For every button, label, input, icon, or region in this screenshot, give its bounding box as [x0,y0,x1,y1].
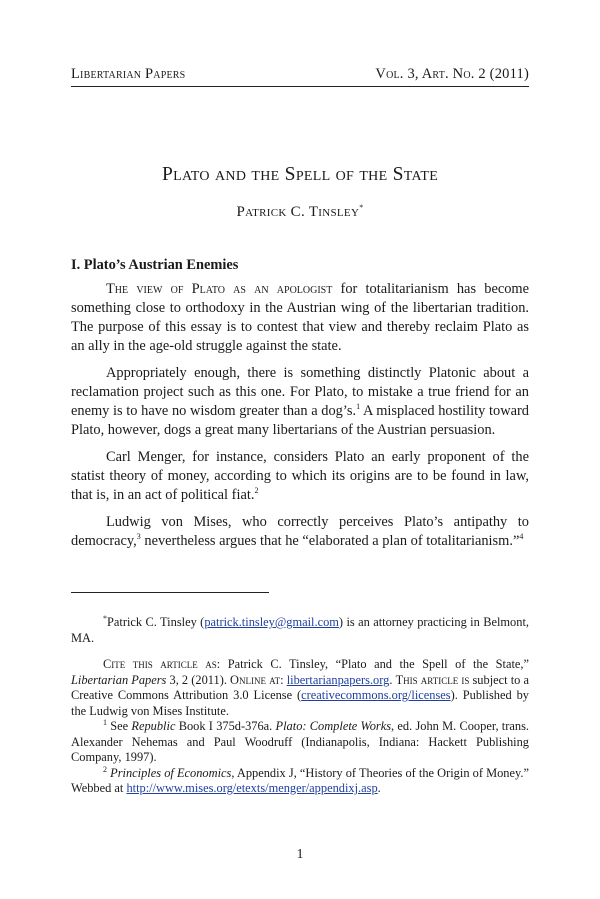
page-number: 1 [296,847,304,862]
footnotes [71,615,529,797]
author-line [0,203,600,221]
footnote-marker: 2 [103,764,107,774]
paragraph-text: for totalitarianism has become something close to orthodoxy in the Austrian wing of the libertarian tradition. The purpose of this essay is to contest that view and thereby reclaim Plato as an ally in the age-old struggle against the state. [71,281,529,354]
paragraph-text: Ludwig von Mises, who correctly perceives Plato’s antipathy to democracy, [71,514,529,549]
paragraph-2 [71,364,529,440]
footnote-ref[interactable]: 1 [356,402,361,412]
citation-note: Cite this article as: Patrick C. Tinsley, “Plato and the Spell of the State,” Libertarian Papers 3, 2 (2011). Online at: libertarianpapers.org. This article is subject to a Creative Commons Attribution 3.0 License (creativecommons.org/licenses). Published by the Ludwig von Mises Institute. [71,657,529,718]
section-heading: I. Plato’s Austrian Enemies [71,257,239,273]
paragraph-4 [71,513,529,551]
journal-site-link[interactable]: libertarianpapers.org [286,672,390,687]
footnote-ref[interactable]: 2 [254,486,259,496]
footnote-1: $^1$ See Republic Book I 375d-376a. Plato: Complete Works, ed. John M. Cooper, trans. Alexander Nehemas and Paul Woodruff (Indianapolis, Indiana: Hackett Publishing Company, 1997). [71,717,529,764]
footnote-author: *Patrick C. Tinsley (patrick.tinsley@gmail.com) is an attorney practicing in Belmont, MA. [71,613,529,645]
article-body [71,256,529,559]
footnote-ref[interactable]: 4 [519,532,524,542]
paragraph-lead: The view of Plato as an apologist [106,281,333,297]
paragraph-text: Appropriately enough, there is something distinctly Platonic about a reclamation project such as this one. For Plato, to mistake a true friend for an enemy is to have no wisdom greater than a dog’s. [71,365,529,419]
paragraph-text: A misplaced hostility toward Plato, however, dogs a great many libertarians of the Austrian persuasion. [71,403,529,438]
article-title: Plato and the Spell of the State [161,164,439,185]
license-link[interactable]: creativecommons.org/licenses [301,688,451,702]
footnote-marker: 1 [103,717,107,727]
menger-appendix-link[interactable]: http://www.mises.org/etexts/menger/appendixj.asp [126,781,378,795]
footnote-separator [71,592,269,593]
author-email-link[interactable]: patrick.tinsley@gmail.com [204,615,339,629]
author-footnote-marker: * [359,203,364,212]
footnote-2: $^2$ Principles of Economics, Appendix J, “History of Theories of the Origin of Money.” Webbed at http://www.mises.org/etexts/menger/appendixj.asp. [71,764,529,795]
paragraph-text: nevertheless argues that he “elaborated a plan of totalitarianism.” [140,533,520,549]
running-header [71,66,529,87]
footnote-ref[interactable]: 3 [136,532,141,542]
volume-info: Vol. 3, Art. No. 2 (2011) [375,66,529,82]
paragraph-text: Carl Menger, for instance, considers Plato an early proponent of the statist theory of money, according to which its origins are to be found in law, that is, in an act of political fiat. [71,449,529,503]
footnote-marker: * [103,613,107,623]
paragraph-3 [71,448,529,505]
journal-name: Libertarian Papers [71,66,186,82]
author-name: Patrick C. Tinsley [236,204,360,220]
paragraph-1 [71,280,529,356]
